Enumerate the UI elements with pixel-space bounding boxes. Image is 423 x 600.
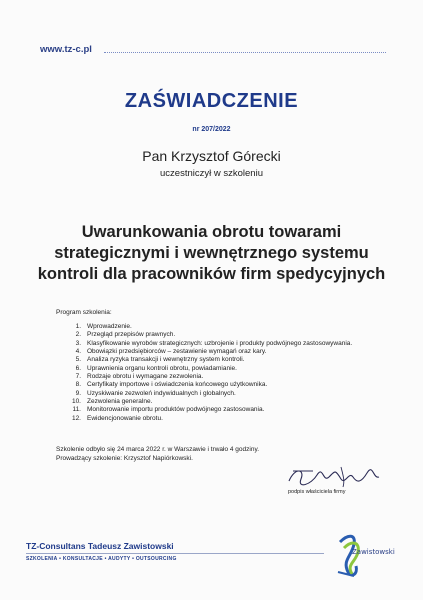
program-item-number: 9. <box>75 389 81 397</box>
company-tagline: SZKOLENIA • KONSULTACJE • AUDYTY • OUTSOURCING <box>26 556 177 562</box>
company-divider <box>26 553 324 554</box>
certificate-title: ZAŚWIADCZENIE <box>124 90 299 112</box>
program-item-text: Wprowadzenie. <box>87 323 132 330</box>
program-item <box>60 406 352 414</box>
training-instructor: Prowadzący szkolenie: Krzysztof Napiórkowski. <box>56 454 193 462</box>
program-item-text: Analiza ryzyka transakcji i wewnętrzny system kontroli. <box>87 356 245 364</box>
program-item <box>60 356 352 364</box>
program-item-text: Klasyfikowanie wyrobów strategicznych: uzbrojenie i produkty podwójnego zastosowywania. <box>87 339 353 347</box>
program-label: Program szkolenia: <box>56 309 112 316</box>
program-item-text: Zezwolenia generalne. <box>87 398 153 406</box>
course-title-line: Uwarunkowania obrotu towarami <box>81 223 342 241</box>
company-name: TZ-Consultans Tadeusz Zawistowski <box>26 541 174 551</box>
program-item <box>60 415 352 423</box>
program-item-number: 8. <box>75 381 81 389</box>
program-item-number: 1. <box>75 323 81 330</box>
course-title-line: kontroli dla pracowników firm spedycyjnych <box>37 265 386 283</box>
program-item <box>60 398 352 406</box>
program-item-text: Rodzaje obrotu i wymagane zezwolenia. <box>87 373 204 381</box>
program-item-number: 10. <box>71 398 81 406</box>
signature-caption: podpis właściciela firmy <box>288 489 346 495</box>
certificate-number: nr 207/2022 <box>192 126 231 133</box>
program-item-number: 4. <box>75 348 81 356</box>
program-item-number: 7. <box>75 373 81 381</box>
program-item-text: Certyfikaty importowe i oświadczenia końcowego użytkownika. <box>87 381 268 389</box>
program-item-text: Obowiązki przedsiębiorców – zestawienie wymagań oraz kary. <box>87 348 267 356</box>
program-item-number: 12. <box>71 414 81 422</box>
program-item <box>60 373 352 381</box>
logo-wordmark: Zawistowski <box>352 548 395 556</box>
website-url: www.tz-c.pl <box>40 44 92 55</box>
program-item-number: 11. <box>72 406 81 414</box>
program-item <box>60 348 352 356</box>
program-item-number: 5. <box>75 356 81 364</box>
program-item <box>60 381 352 389</box>
program-item-text: Przegląd przepisów prawnych. <box>87 331 176 339</box>
course-title-line: strategicznymi i wewnętrznego systemu <box>54 244 369 262</box>
training-details <box>56 446 259 463</box>
course-title <box>20 222 403 285</box>
training-date-location: Szkolenie odbyło się 24 marca 2022 r. w Warszawie i trwało 4 godziny. <box>56 446 260 453</box>
program-item-text: Uzyskiwanie zezwoleń indywidualnych i globalnych. <box>87 389 236 397</box>
program-item <box>60 331 352 339</box>
program-item-text: Monitorowanie importu produktów podwójnego zastosowania. <box>87 406 265 414</box>
header-divider <box>104 52 386 53</box>
program-item-number: 6. <box>75 364 81 372</box>
program-item <box>60 340 352 348</box>
recipient-name: Pan Krzysztof Górecki <box>142 148 281 164</box>
program-item <box>60 365 352 373</box>
program-item-text: Uprawnienia organu kontroli obrotu, powiadamianie. <box>87 364 237 372</box>
owner-signature <box>283 461 383 491</box>
program-item <box>60 390 352 398</box>
program-item-number: 3. <box>75 339 81 347</box>
program-list <box>60 323 352 423</box>
program-item <box>60 323 352 331</box>
participation-text: uczestniczył w szkoleniu <box>160 168 263 179</box>
program-item-text: Ewidencjonowanie obrotu. <box>87 414 163 422</box>
program-item-number: 2. <box>75 331 81 339</box>
